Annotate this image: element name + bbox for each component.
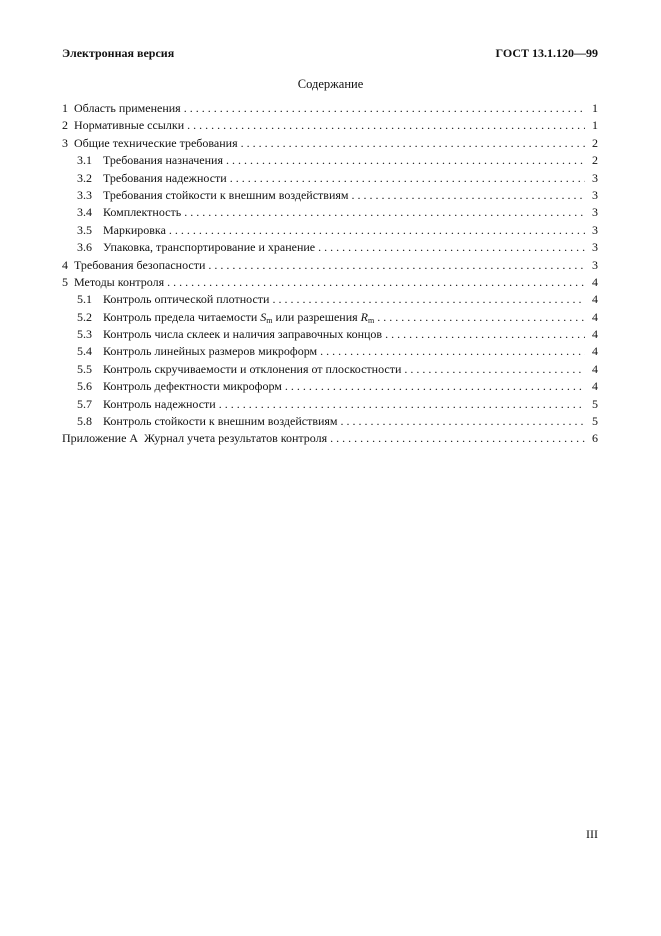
toc-dot-leader	[385, 326, 585, 343]
toc-entry-page: 3	[592, 240, 598, 255]
toc-entry-label: Контроль линейных размеров микроформ	[103, 344, 318, 359]
toc-entry-label: Контроль дефектности микроформ	[103, 379, 282, 394]
toc-entry[interactable]	[62, 326, 598, 343]
toc-dot-leader	[341, 413, 585, 430]
toc-entry-number: 3.3	[77, 187, 92, 202]
toc-dot-leader	[169, 222, 585, 239]
toc-entry-number: 5.7	[77, 396, 92, 411]
toc-entry-label: Контроль числа склеек и наличия заправочных концов	[103, 327, 383, 342]
toc-entry[interactable]	[62, 170, 598, 187]
toc-entry-page: 6	[592, 431, 598, 446]
toc-entry-number: 5.3	[77, 327, 92, 342]
table-of-contents	[62, 100, 598, 448]
toc-entry-number: 2	[62, 118, 68, 133]
toc-entry-page: 3	[592, 205, 598, 220]
toc-entry-page: 3	[592, 257, 598, 272]
toc-entry-page: 4	[592, 379, 598, 394]
toc-entry-number: 3	[62, 135, 68, 150]
toc-entry-number: 5.8	[77, 414, 92, 429]
toc-entry[interactable]	[62, 117, 598, 134]
toc-entry-label: Контроль скручиваемости и отклонения от плоскостности	[103, 361, 402, 376]
toc-entry-number: 3.2	[77, 170, 92, 185]
toc-entry[interactable]	[62, 257, 598, 274]
toc-entry-label: Требования назначения	[103, 153, 223, 168]
toc-entry-number: 5	[62, 274, 68, 289]
page-number: III	[586, 827, 598, 841]
symbol-s-subscript: m	[266, 315, 273, 325]
toc-dot-leader	[272, 291, 585, 308]
toc-dot-leader	[184, 204, 585, 221]
symbol-s: S	[260, 309, 267, 324]
toc-entry-page: 4	[592, 344, 598, 359]
toc-dot-leader	[404, 361, 585, 378]
toc-dot-leader	[226, 152, 585, 169]
toc-entry-page: 2	[592, 153, 598, 168]
toc-entry[interactable]	[62, 239, 598, 256]
header-edition-label: Электронная версия	[62, 46, 175, 60]
toc-entry-number: 5.5	[77, 361, 92, 376]
toc-entry-page: 4	[592, 274, 598, 289]
toc-entry-label: Требования безопасности	[74, 257, 206, 272]
toc-entry[interactable]	[62, 187, 598, 204]
symbol-r-subscript: m	[367, 315, 375, 325]
toc-entry[interactable]	[62, 222, 598, 239]
toc-dot-leader	[352, 187, 585, 204]
toc-entry-label: Контроль оптической плотности	[103, 292, 270, 307]
toc-entry-appendix[interactable]	[62, 430, 598, 447]
toc-entry[interactable]	[62, 100, 598, 117]
toc-entry-number: 3.5	[77, 222, 92, 237]
toc-entry-label: Приложение А Журнал учета результатов контроля	[62, 431, 328, 446]
toc-dot-leader	[320, 343, 585, 360]
toc-entry[interactable]	[62, 274, 598, 291]
toc-dot-leader	[187, 117, 585, 134]
toc-entry-page: 1	[592, 101, 598, 115]
toc-entry-number: 5.6	[77, 379, 92, 394]
toc-entry-number: 3.6	[77, 240, 92, 255]
toc-entry-number: 4	[62, 257, 68, 272]
toc-entry-page: 3	[592, 170, 598, 185]
toc-entry[interactable]	[62, 291, 598, 308]
toc-entry-number: 3.4	[77, 205, 92, 220]
toc-entry-label: Требования стойкости к внешним воздействиям	[103, 187, 349, 202]
toc-entry-page: 4	[592, 361, 598, 376]
toc-entry-label: Комплектность	[103, 205, 182, 220]
toc-entry-label: Общие технические требования	[74, 135, 238, 150]
page-title: Содержание	[297, 77, 364, 91]
toc-entry-label: Упаковка, транспортирование и хранение	[103, 240, 316, 255]
toc-entry-page: 5	[592, 414, 598, 429]
toc-entry[interactable]	[62, 343, 598, 360]
toc-entry[interactable]	[62, 152, 598, 169]
toc-dot-leader	[318, 239, 585, 256]
toc-dot-leader	[230, 170, 585, 187]
toc-entry-number: 1	[62, 101, 68, 115]
toc-entry-page: 4	[592, 309, 598, 324]
toc-entry[interactable]	[62, 378, 598, 395]
toc-entry-page: 4	[592, 327, 598, 342]
toc-entry-label-middle: или разрешения	[272, 309, 361, 324]
toc-entry[interactable]	[62, 309, 598, 326]
toc-entry-label-prefix: Контроль предела читаемости	[103, 309, 261, 324]
toc-entry[interactable]	[62, 413, 598, 430]
toc-entry-page: 1	[592, 118, 598, 133]
toc-entry-label: Контроль надежности	[103, 396, 216, 411]
toc-entry-number: 5.2	[77, 309, 92, 324]
toc-dot-leader	[167, 274, 585, 291]
toc-entry-page: 4	[592, 292, 598, 307]
toc-entry-page: 2	[592, 135, 598, 150]
header-standard-number: ГОСТ 13.1.120—99	[495, 46, 598, 60]
toc-entry-page: 5	[592, 396, 598, 411]
toc-entry[interactable]	[62, 361, 598, 378]
toc-dot-leader	[208, 257, 585, 274]
toc-dot-leader	[219, 396, 585, 413]
toc-dot-leader	[285, 378, 585, 395]
toc-entry[interactable]	[62, 396, 598, 413]
toc-entry-label: Нормативные ссылки	[74, 118, 185, 133]
toc-entry-label: Область применения	[74, 101, 181, 115]
toc-dot-leader	[241, 135, 585, 152]
toc-dot-leader	[184, 100, 585, 117]
toc-entry[interactable]	[62, 204, 598, 221]
toc-entry-label: Требования надежности	[103, 170, 227, 185]
toc-entry-label: Контроль стойкости к внешним воздействиям	[103, 414, 338, 429]
toc-entry-label: Маркировка	[103, 222, 166, 237]
toc-entry-number: 5.1	[77, 292, 92, 307]
toc-dot-leader	[377, 309, 585, 326]
toc-entry-page: 3	[592, 222, 598, 237]
toc-entry[interactable]	[62, 135, 598, 152]
toc-entry-number: 5.4	[77, 344, 92, 359]
toc-entry-number: 3.1	[77, 153, 92, 168]
toc-entry-page: 3	[592, 187, 598, 202]
symbol-r: R	[360, 309, 368, 324]
toc-entry-label: Методы контроля	[74, 274, 165, 289]
toc-dot-leader	[330, 430, 585, 447]
